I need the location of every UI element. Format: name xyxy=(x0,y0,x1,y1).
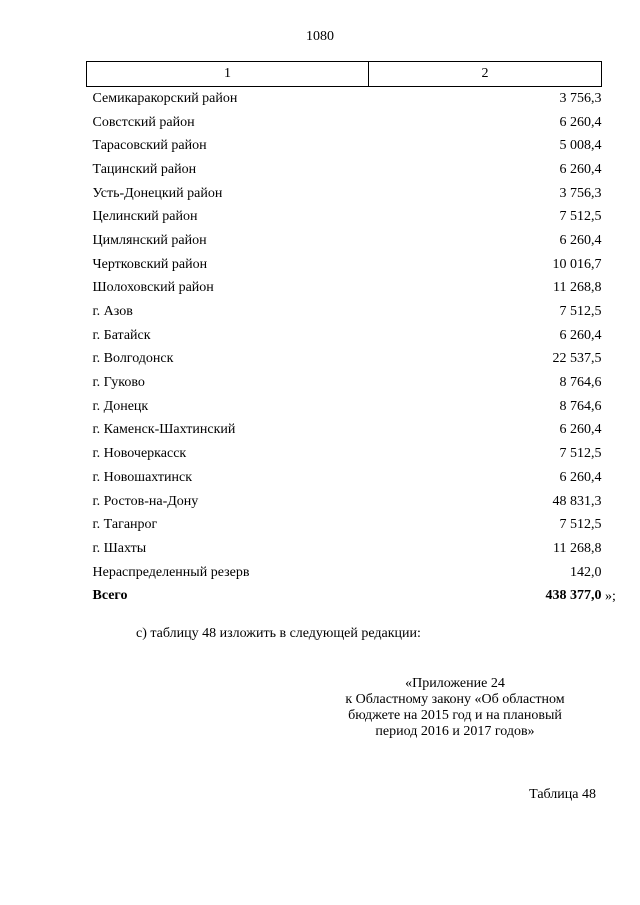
table-row xyxy=(87,205,602,229)
row-name-cell: г. Гуково xyxy=(92,375,145,391)
row-value-cell: 7 512,5 xyxy=(559,304,602,320)
table-row xyxy=(87,277,602,301)
appendix-line: «Приложение 24 xyxy=(405,676,505,691)
table-row xyxy=(87,229,602,253)
row-name-cell: г. Таганрог xyxy=(92,517,158,533)
row-name-cell: Семикаракорский район xyxy=(92,90,238,106)
row-name-cell: г. Новочеркасск xyxy=(92,446,187,462)
total-label: Всего xyxy=(92,588,128,604)
table-row xyxy=(87,134,602,158)
row-name-cell: г. Каменск-Шахтинский xyxy=(92,422,236,438)
row-value-cell: 3 756,3 xyxy=(559,185,602,201)
row-value-cell: 11 268,8 xyxy=(553,280,602,296)
row-value-cell: 6 260,4 xyxy=(559,232,602,248)
table-header-row xyxy=(87,62,602,87)
instruction-text: с) таблицу 48 изложить в следующей редакции: xyxy=(136,626,421,641)
row-name-cell: г. Ростов-на-Дону xyxy=(92,493,199,509)
closing-quote-mark: »; xyxy=(605,589,616,604)
row-value-cell: 7 512,5 xyxy=(559,517,602,533)
row-name-cell: Совстский район xyxy=(92,114,195,130)
table-row xyxy=(87,537,602,561)
row-name-cell: г. Донецк xyxy=(92,398,149,414)
row-value-cell: 7 512,5 xyxy=(559,209,602,225)
page-number: 1080 xyxy=(306,29,334,44)
table-row xyxy=(87,348,602,372)
appendix-header xyxy=(310,676,600,740)
row-name-cell: г. Новошахтинск xyxy=(92,469,193,485)
row-value-cell: 5 008,4 xyxy=(559,138,602,154)
table-row xyxy=(87,300,602,324)
row-value-cell: 8 764,6 xyxy=(559,375,602,391)
appendix-line: к Областному закону «Об областном xyxy=(345,692,565,707)
table-row xyxy=(87,87,602,111)
row-name-cell: Цимлянский район xyxy=(92,232,207,248)
row-name-cell: Тацинский район xyxy=(92,161,197,177)
row-value-cell: 8 764,6 xyxy=(559,398,602,414)
appendix-line: период 2016 и 2017 годов» xyxy=(375,724,535,739)
total-value: 438 377,0 xyxy=(545,588,602,604)
row-name-cell: Усть-Донецкий район xyxy=(92,185,223,201)
row-value-cell: 7 512,5 xyxy=(559,446,602,462)
column-header-1: 1 xyxy=(87,62,369,87)
table-row xyxy=(87,371,602,395)
row-name-cell: г. Батайск xyxy=(92,327,151,343)
table-row xyxy=(87,490,602,514)
row-value-cell: 3 756,3 xyxy=(559,90,602,106)
row-name-cell: Тарасовский район xyxy=(92,138,207,154)
row-value-cell: 48 831,3 xyxy=(552,493,602,509)
table-row xyxy=(87,158,602,182)
row-value-cell: 22 537,5 xyxy=(552,351,602,367)
row-value-cell: 6 260,4 xyxy=(559,422,602,438)
row-value-cell: 6 260,4 xyxy=(559,114,602,130)
table-row xyxy=(87,419,602,443)
row-name-cell: Целинский район xyxy=(92,209,198,225)
row-value-cell: 6 260,4 xyxy=(559,469,602,485)
row-value-cell: 6 260,4 xyxy=(559,327,602,343)
table-row xyxy=(87,111,602,135)
budget-table-container xyxy=(86,61,601,608)
table-row xyxy=(87,466,602,490)
appendix-line: бюджете на 2015 год и на плановый xyxy=(348,708,562,723)
table-row xyxy=(87,324,602,348)
row-name-cell: Шолоховский район xyxy=(92,280,214,296)
column-header-2: 2 xyxy=(369,62,602,87)
row-value-cell: 6 260,4 xyxy=(559,161,602,177)
row-name-cell: г. Азов xyxy=(92,304,133,320)
table-row xyxy=(87,513,602,537)
table-row xyxy=(87,442,602,466)
row-name-cell: г. Шахты xyxy=(92,540,147,556)
row-value-cell: 11 268,8 xyxy=(553,540,602,556)
row-value-cell: 142,0 xyxy=(570,564,602,580)
table-row xyxy=(87,182,602,206)
table-row xyxy=(87,561,602,585)
total-row xyxy=(87,584,602,608)
row-name-cell: г. Волгодонск xyxy=(92,351,174,367)
table-body xyxy=(87,87,602,609)
table-label: Таблица 48 xyxy=(529,787,596,802)
table-row xyxy=(87,395,602,419)
table-row xyxy=(87,253,602,277)
budget-table xyxy=(86,61,602,608)
row-name-cell: Чертковский район xyxy=(92,256,208,272)
row-name-cell: Нераспределенный резерв xyxy=(92,564,250,580)
row-value-cell: 10 016,7 xyxy=(552,256,602,272)
